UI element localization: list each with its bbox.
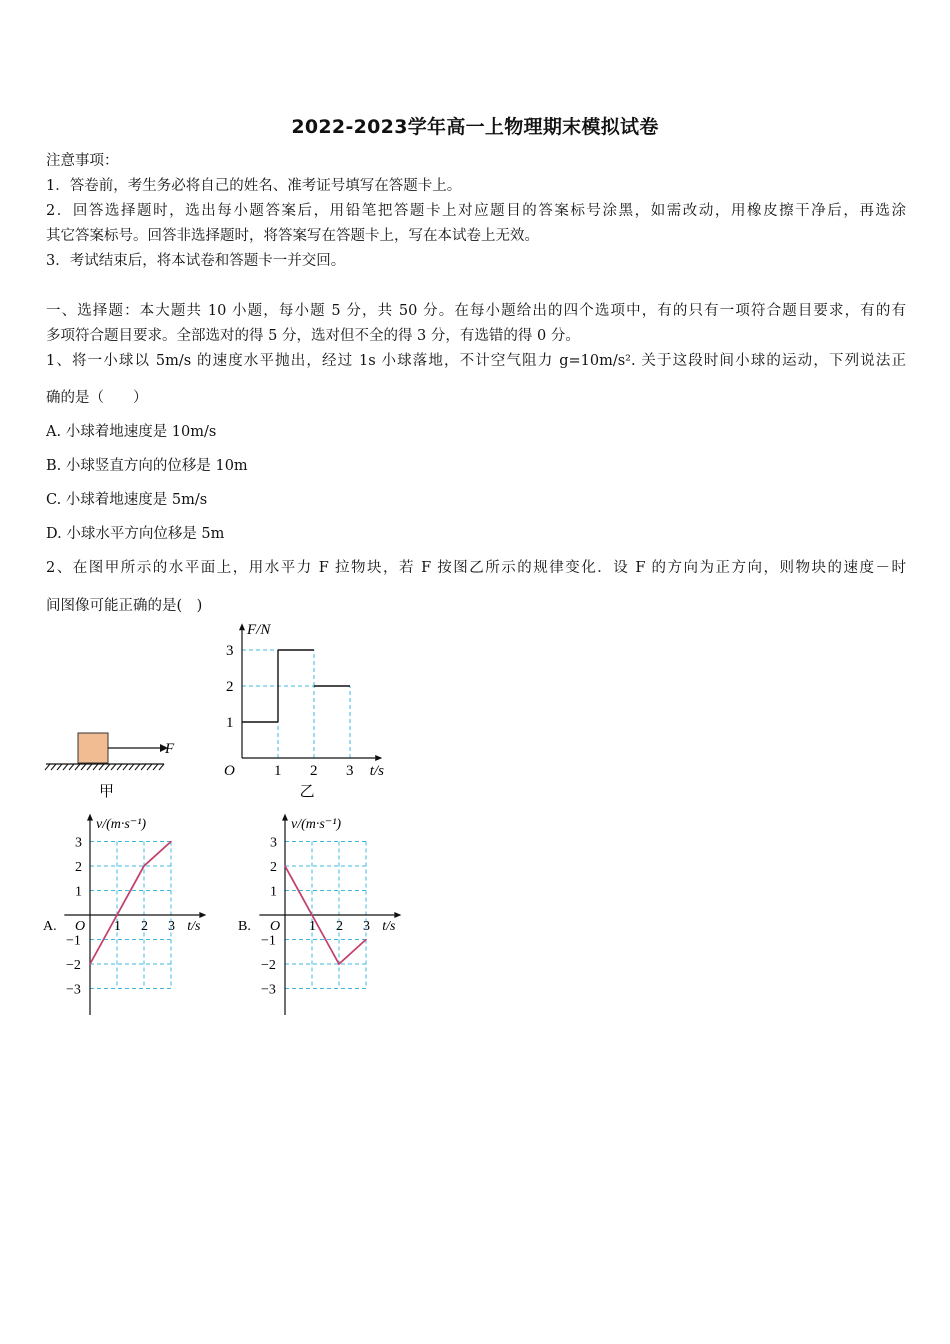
hatch-mark xyxy=(99,764,104,770)
q2-stem-2: 间图像可能正确的是( ) xyxy=(46,598,203,614)
figure-jia xyxy=(40,720,190,810)
ground-hatching xyxy=(45,764,164,770)
y-tick-label: −1 xyxy=(261,933,276,949)
hatch-mark xyxy=(123,764,128,770)
velocity-line xyxy=(90,842,171,965)
y-axis-label: F/N xyxy=(247,622,271,638)
q1-option-d: D. 小球水平方向位移是 5m xyxy=(46,526,225,542)
y-tick-label: 3 xyxy=(226,643,234,659)
y-axis-arrow xyxy=(87,814,93,821)
hatch-mark xyxy=(75,764,80,770)
x-axis-label: t/s xyxy=(369,763,384,779)
x-tick-label: 2 xyxy=(336,919,343,934)
hatch-mark xyxy=(45,764,50,770)
origin-label: O xyxy=(270,919,281,934)
y-axis-arrow xyxy=(282,814,288,821)
x-tick-label: 2 xyxy=(141,919,148,934)
figure-yi-force-chart xyxy=(215,620,385,800)
y-tick-label: −3 xyxy=(261,982,276,998)
figure-jia-label: 甲 xyxy=(99,784,115,800)
y-tick-label: −3 xyxy=(66,982,81,998)
hatch-mark xyxy=(93,764,98,770)
x-tick-label: 3 xyxy=(346,763,354,779)
block xyxy=(78,733,108,763)
velocity-point xyxy=(116,914,118,916)
q1-stem-2: 确的是（ ） xyxy=(46,390,148,406)
x-axis-arrow xyxy=(199,912,206,918)
q1-stem-1: 1、将一小球以 5m/s 的速度水平抛出，经过 1s 小球落地，不计空气阻力 g=10m/s². 关于这段时间小球的运动，下列说法正 xyxy=(46,353,906,369)
hatch-mark xyxy=(87,764,92,770)
velocity-point xyxy=(311,914,313,916)
y-tick-label: 1 xyxy=(226,715,234,731)
y-tick-label: 2 xyxy=(75,860,82,875)
x-axis-arrow xyxy=(375,755,382,761)
y-axis-label: v/(m·s⁻¹) xyxy=(291,817,342,833)
option-b-vt-chart xyxy=(235,805,410,1015)
velocity-point xyxy=(143,865,145,867)
y-axis-label: v/(m·s⁻¹) xyxy=(96,817,147,833)
x-tick-label: 1 xyxy=(309,919,316,934)
y-tick-label: 3 xyxy=(75,835,82,851)
origin-label: O xyxy=(224,763,235,779)
velocity-point xyxy=(338,963,340,965)
x-tick-label: 1 xyxy=(274,763,282,779)
option-a-vt-chart xyxy=(40,805,215,1015)
figure-yi-label: 乙 xyxy=(299,784,315,800)
notice-item-2: 2．回答选择题时，选出每小题答案后，用铅笔把答题卡上对应题目的答案标号涂黑，如需改动，用橡皮擦干净后，再选涂 xyxy=(46,203,906,219)
notice-item-3: 3．考试结束后，将本试卷和答题卡一并交回。 xyxy=(46,253,346,269)
hatch-mark xyxy=(141,764,146,770)
hatch-mark xyxy=(81,764,86,770)
y-tick-label: 2 xyxy=(270,860,277,875)
y-tick-label: 1 xyxy=(270,884,277,900)
x-axis-label: t/s xyxy=(382,919,396,934)
x-tick-label: 2 xyxy=(310,763,318,779)
option-label: A. xyxy=(43,919,57,934)
y-axis-arrow xyxy=(239,623,245,630)
hatch-mark xyxy=(63,764,68,770)
y-tick-label: 1 xyxy=(75,884,82,900)
y-tick-label: −2 xyxy=(66,958,81,973)
q1-option-a: A. 小球着地速度是 10m/s xyxy=(46,424,217,440)
velocity-point xyxy=(170,841,172,843)
force-label: F xyxy=(165,741,175,757)
hatch-mark xyxy=(105,764,110,770)
x-axis-label: t/s xyxy=(187,919,201,934)
page-title: 2022-2023学年高一上物理期末模拟试卷 xyxy=(291,116,659,138)
q1-option-b: B. 小球竖直方向的位移是 10m xyxy=(46,458,248,474)
notice-item-2-cont: 其它答案标号。回答非选择题时，将答案写在答题卡上，写在本试卷上无效。 xyxy=(46,228,539,244)
x-tick-label: 1 xyxy=(114,919,121,934)
velocity-point xyxy=(365,939,367,941)
x-tick-label: 3 xyxy=(363,919,370,934)
hatch-mark xyxy=(117,764,122,770)
velocity-point xyxy=(89,963,91,965)
hatch-mark xyxy=(57,764,62,770)
hatch-mark xyxy=(153,764,158,770)
origin-label: O xyxy=(75,919,86,934)
q2-stem-1: 2、在图甲所示的水平面上，用水平力 F 拉物块，若 F 按图乙所示的规律变化．设 F 的方向为正方向，则物块的速度－时 xyxy=(46,560,906,576)
y-tick-label: −2 xyxy=(261,958,276,973)
y-tick-label: 3 xyxy=(270,835,277,851)
x-tick-label: 3 xyxy=(168,919,175,934)
hatch-mark xyxy=(135,764,140,770)
q1-option-c: C. 小球着地速度是 5m/s xyxy=(46,492,208,508)
hatch-mark xyxy=(159,764,164,770)
x-axis-arrow xyxy=(394,912,401,918)
hatch-mark xyxy=(129,764,134,770)
notice-item-1: 1．答卷前，考生务必将自己的姓名、准考证号填写在答题卡上。 xyxy=(46,178,462,194)
option-label: B. xyxy=(238,919,251,934)
section-intro-1: 一、选择题：本大题共 10 小题，每小题 5 分，共 50 分。在每小题给出的四个选项中，有的只有一项符合题目要求，有的有 xyxy=(46,303,906,319)
hatch-mark xyxy=(69,764,74,770)
y-tick-label: −1 xyxy=(66,933,81,949)
hatch-mark xyxy=(147,764,152,770)
notice-heading: 注意事项： xyxy=(46,153,119,169)
y-tick-label: 2 xyxy=(226,679,234,695)
velocity-point xyxy=(284,865,286,867)
hatch-mark xyxy=(51,764,56,770)
hatch-mark xyxy=(111,764,116,770)
section-intro-2: 多项符合题目要求。全部选对的得 5 分，选对但不全的得 3 分，有选错的得 0 分。 xyxy=(46,328,580,344)
